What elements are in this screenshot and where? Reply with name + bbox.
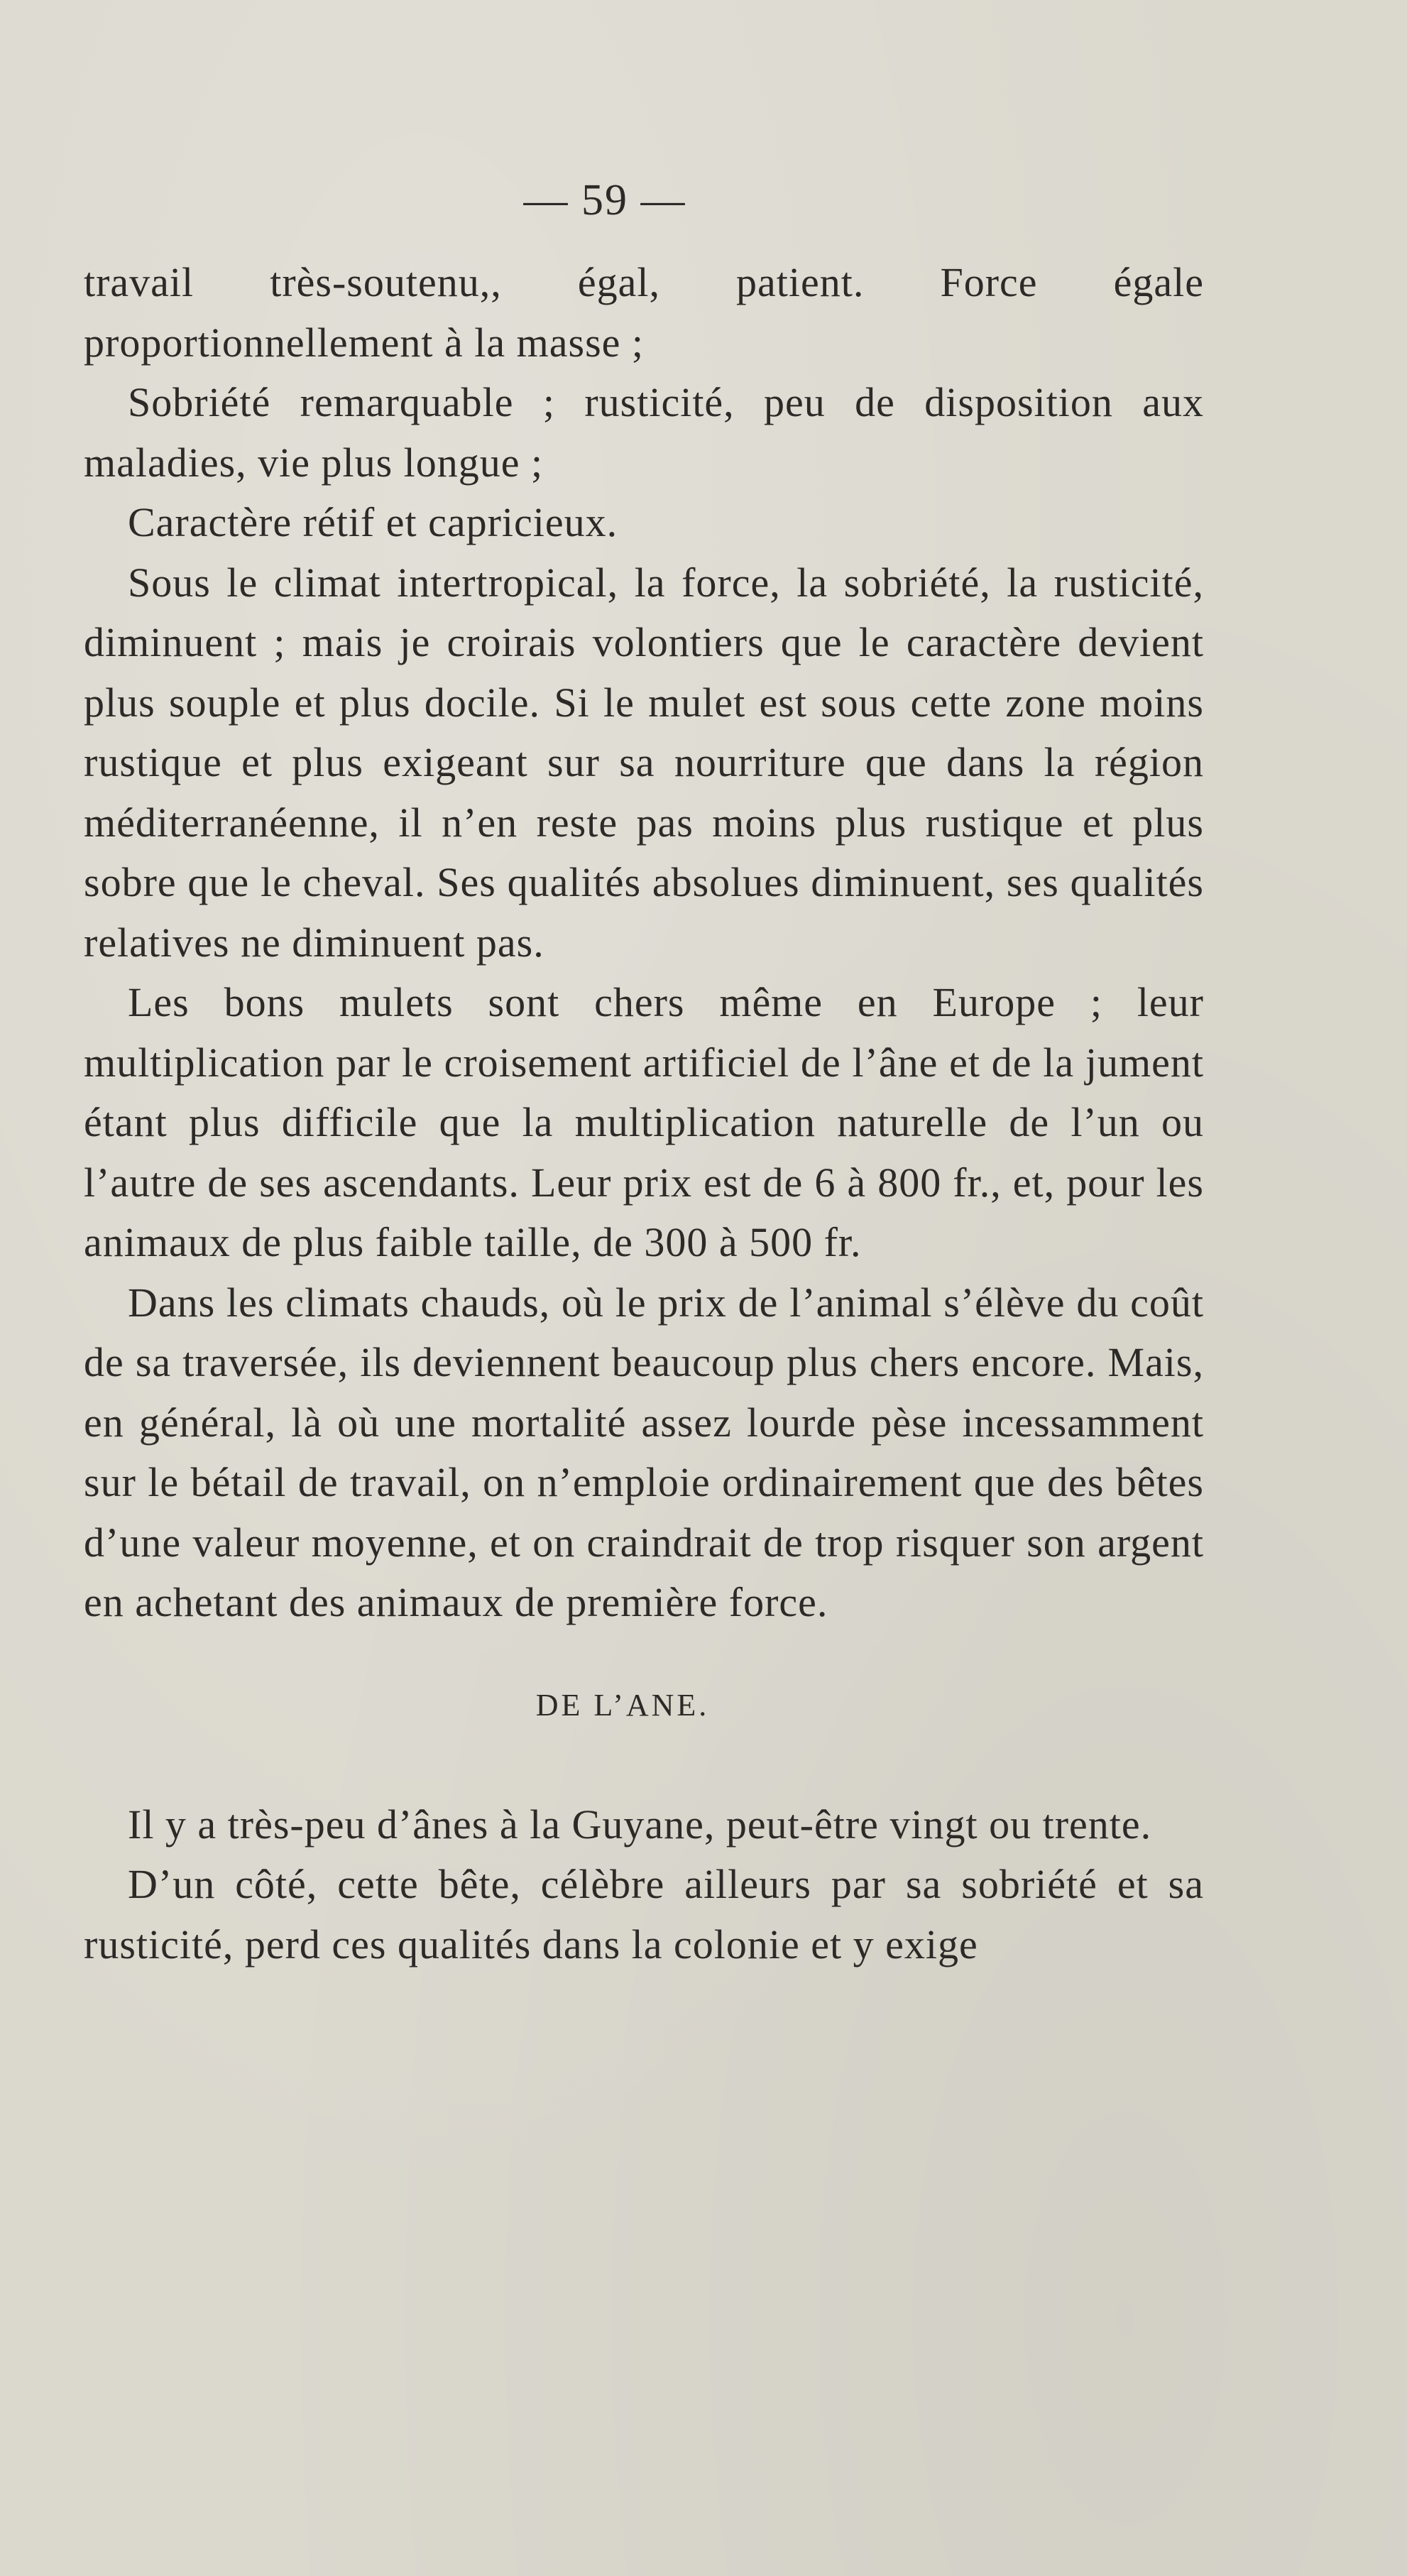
paragraph: Sobriété remarquable ; rusticité, peu de disposition aux maladies, vie plus longue ; xyxy=(84,379,1204,486)
paragraph: Dans les climats chauds, où le prix de l’animal s’élève du coût de sa traversée, ils deviennent beaucoup plus chers encore. Mais, en général, là où une mortalité assez lourde pèse incessamment sur le bétail de travail, on n’emploie ordinairement que des bêtes d’une valeur moyenne, et on craindrait de trop risquer son argent en achetant des animaux de première force. xyxy=(84,1279,1204,1625)
paragraph: Caractère rétif et capricieux. xyxy=(128,499,618,545)
text-column xyxy=(84,170,1204,1975)
paragraph: Les bons mulets sont chers même en Europe ; leur multiplication par le croisement artificiel de l’âne et de la jument étant plus difficile que la multiplication naturelle de l’un ou l’autre de ses ascendants. Leur prix est de 6 à 800 fr., et, pour les animaux de plus faible taille, de 300 à 500 fr. xyxy=(84,979,1204,1265)
paragraph: travail très-soutenu,, égal, patient. Force égale proportionnellement à la masse ; xyxy=(84,259,1204,366)
section-heading: DE L’ANE. xyxy=(535,1687,710,1723)
paragraph: Il y a très-peu d’ânes à la Guyane, peut-être vingt ou trente. xyxy=(128,1801,1152,1848)
paragraph: D’un côté, cette bête, célèbre ailleurs par sa sobriété et sa rusticité, perd ces qualités dans la colonie et y exige xyxy=(84,1861,1204,1968)
paragraph: Sous le climat intertropical, la force, la sobriété, la rusticité, diminuent ; mais je croirais volontiers que le caractère devient plus souple et plus docile. Si le mulet est sous cette zone moins rustique et plus exigeant sur sa nourriture que dans la région méditerranéenne, il n’en reste pas moins plus rustique et plus sobre que le cheval. Ses qualités absolues diminuent, ses qualités relatives ne diminuent pas. xyxy=(84,559,1204,966)
page-number: — 59 — xyxy=(523,176,686,224)
